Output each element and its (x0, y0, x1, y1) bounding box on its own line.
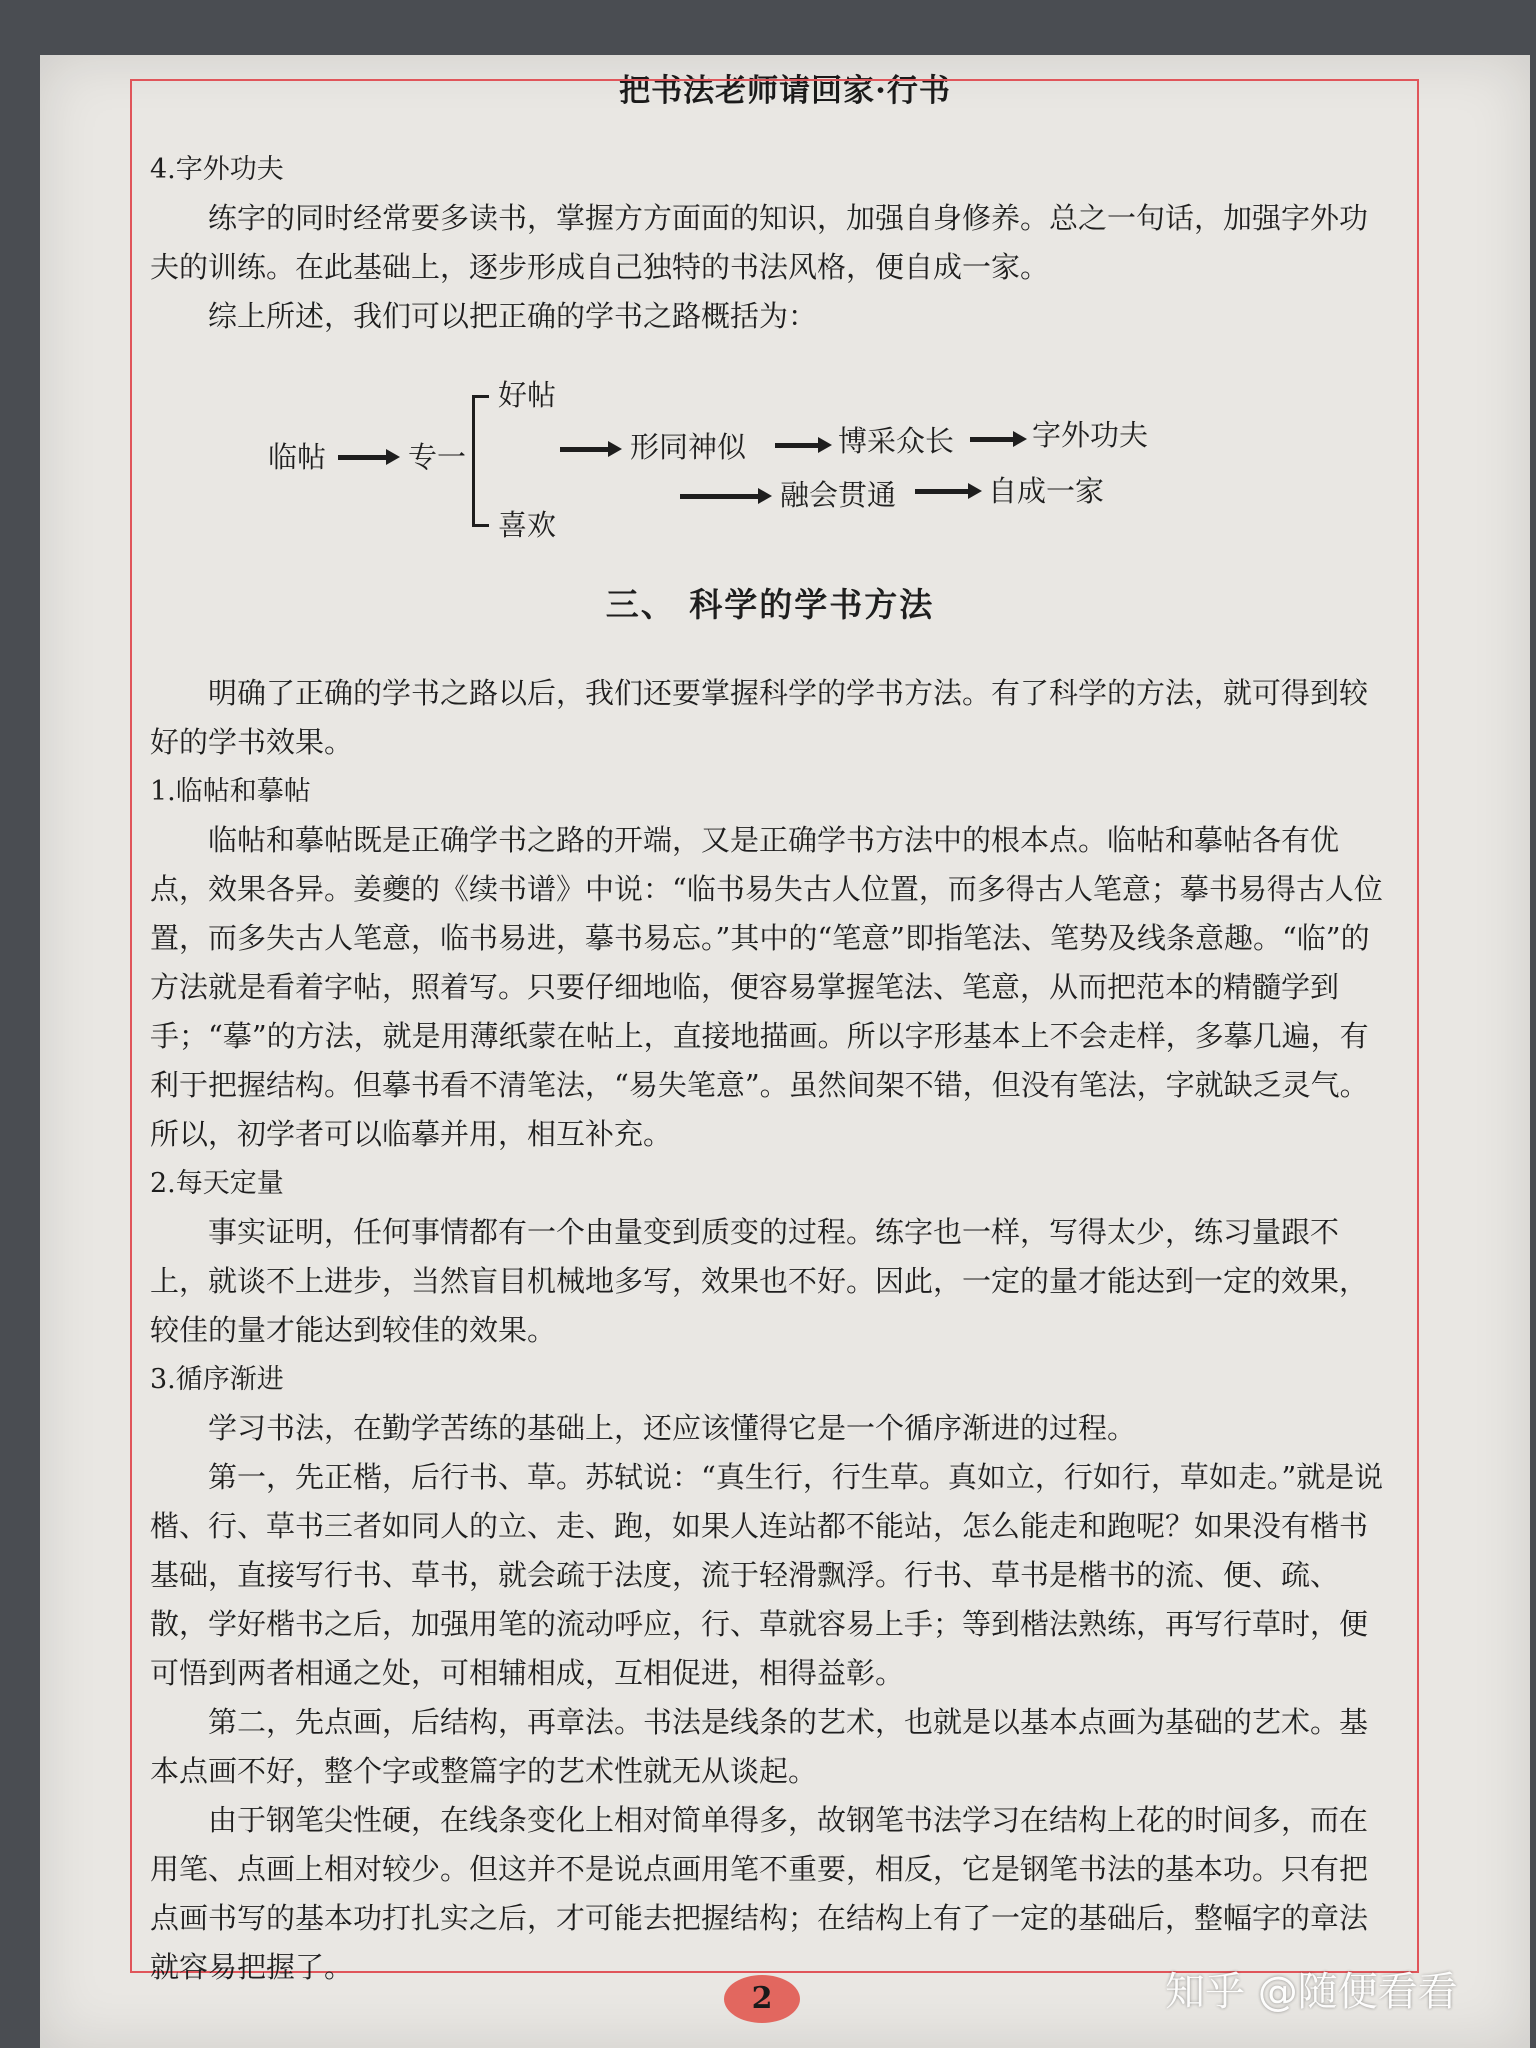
node-stage1: 形同神似 (630, 430, 747, 464)
paragraph-6: 由于钢笔尖性硬，在线条变化上相对简单得多，故钢笔书法学习在结构上花的时间多，而在用笔、点画上相对较少。但这并不是说点画用笔不重要，相反，它是钢笔书法的基本功。只有把点画书写的基本功打扎实之后，才可能去把握结构；在结构上有了一定的基础后，整幅字的章法就容易把握了。 (150, 1803, 1369, 1984)
arrow-5 (680, 494, 760, 499)
node-stage5: 自成一家 (988, 474, 1105, 508)
node-stage4: 融会贯通 (780, 478, 897, 512)
section-title: 三、 科学的学书方法 (605, 585, 935, 624)
running-header: 把书法老师请回家·行书 (619, 73, 951, 109)
node-stage3: 字外功夫 (1032, 418, 1149, 452)
section-intro: 明确了正确的学书之路以后，我们还要掌握科学的学书方法。有了科学的方法，就可得到较好的学书效果。 (150, 676, 1369, 759)
arrow-4 (970, 437, 1015, 442)
arrow-2 (560, 447, 610, 452)
arrow-1 (338, 455, 388, 460)
heading-1: 1.临帖和摹帖 (150, 776, 311, 807)
arrow-3 (775, 443, 820, 448)
paragraph-2: 事实证明，任何事情都有一个由量变到质变的过程。练字也一样，写得太少，练习量跟不上，就谈不上进步，当然盲目机械地多写，效果也不好。因此，一定的量才能达到一定的效果，较佳的量才能达到较佳的效果。 (150, 1215, 1369, 1347)
heading-3: 3.循序渐进 (150, 1364, 284, 1395)
node-start: 临帖 (268, 440, 327, 474)
paragraph-3: 学习书法，在勤学苦练的基础上，还应该懂得它是一个循序渐进的过程。 (208, 1411, 1137, 1445)
bracket (472, 395, 489, 527)
paragraph-4-2: 综上所述，我们可以把正确的学书之路概括为： (208, 299, 818, 333)
paragraph-4-1: 练字的同时经常要多读书，掌握方方面面的知识，加强自身修养。总之一句话，加强字外功夫的训练。在此基础上，逐步形成自己独特的书法风格，便自成一家。 (150, 201, 1369, 284)
heading-4: 4.字外功夫 (150, 154, 284, 185)
watermark: 知乎 @随便看看 (1165, 1969, 1458, 2015)
heading-2: 2.每天定量 (150, 1168, 284, 1199)
node-like: 喜欢 (498, 508, 557, 542)
paragraph-5: 第二，先点画，后结构，再章法。书法是线条的艺术，也就是以基本点画为基础的艺术。基本点画不好，整个字或整篇字的艺术性就无从谈起。 (150, 1705, 1369, 1788)
paragraph-1: 临帖和摹帖既是正确学书之路的开端，又是正确学书方法中的根本点。临帖和摹帖各有优点，效果各异。姜夔的《续书谱》中说：“临书易失古人位置，而多得古人笔意；摹书易得古人位置，而多失古人笔意，临书易进，摹书易忘。”其中的“笔意”即指笔法、笔势及线条意趣。“临”的方法就是看着字帖，照着写。只要仔细地临，便容易掌握笔法、笔意，从而把范本的精髓学到手；“摹”的方法，就是用薄纸蒙在帖上，直接地描画。所以字形基本上不会走样，多摹几遍，有利于把握结构。但摹书看不清笔法，“易失笔意”。虽然间架不错，但没有笔法，字就缺乏灵气。所以，初学者可以临摹并用，相互补充。 (150, 823, 1383, 1151)
paragraph-4: 第一，先正楷，后行书、草。苏轼说：“真生行，行生草。真如立，行如行，草如走。”就是说楷、行、草书三者如同人的立、走、跑，如果人连站都不能站，怎么能走和跑呢？如果没有楷书基础，直接写行书、草书，就会疏于法度，流于轻滑飘浮。行书、草书是楷书的流、便、疏、散，学好楷书之后，加强用笔的流动呼应，行、草就容易上手；等到楷法熟练，再写行草时，便可悟到两者相通之处，可相辅相成，互相促进，相得益彰。 (150, 1460, 1384, 1690)
study-path-diagram (150, 351, 1390, 576)
node-good: 好帖 (498, 378, 557, 412)
arrow-6 (915, 489, 970, 494)
node-focus: 专一 (408, 440, 467, 474)
page-number: 2 (724, 1975, 800, 2023)
page-body (150, 145, 1390, 1992)
node-stage2: 博采众长 (838, 424, 955, 458)
